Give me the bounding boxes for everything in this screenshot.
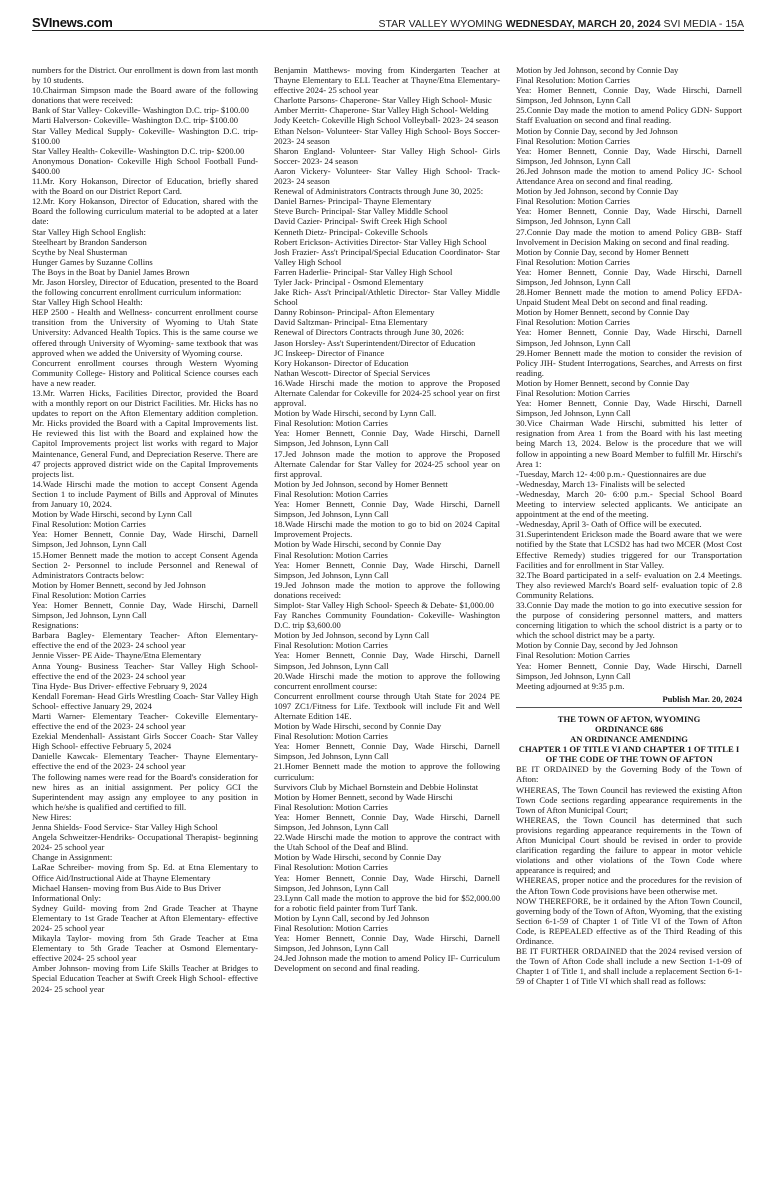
minutes-paragraph: Yea: Homer Bennett, Connie Day, Wade Hirschi, Darnell Simpson, Jed Johnson, Lynn Call	[516, 266, 742, 287]
minutes-paragraph: Final Resolution: Motion Carries	[516, 256, 630, 267]
minutes-paragraph: Motion by Wade Hirschi, second by Lynn Call.	[274, 408, 437, 419]
minutes-paragraph: Motion by Jed Johnson, second by Connie Day	[516, 186, 679, 197]
minutes-paragraph: David Cazier- Principal- Swift Creek High School	[274, 216, 448, 227]
ordinance-paragraph: WHEREAS, the Town Council has determined that such provisions regarding appearance requirements in the Town of Afton Municipal Court should be revised in order to provide clarification regarding the failure to appear in motor vehicle violations and other violations of the Town Code where appearance is required; and	[516, 814, 742, 876]
minutes-paragraph: Final Resolution: Motion Carries	[516, 388, 630, 398]
minutes-paragraph: Fay Ranches Community Foundation- Cokeville- Washington D.C. trip $3,600.00	[274, 610, 500, 631]
minutes-paragraph: Scythe by Neal Shusterman	[32, 246, 128, 257]
minutes-paragraph: Star Valley High School English:	[32, 226, 146, 237]
minutes-paragraph: Sharon England- Volunteer- Star Valley High School- Girls Soccer- 2023- 24 season	[274, 145, 500, 166]
minutes-paragraph: Final Resolution: Motion Carries	[32, 589, 146, 600]
minutes-paragraph: Star Valley Medical Supply- Cokeville- Washington D.C. trip- $100.00	[32, 125, 258, 146]
minutes-paragraph: Concurrent enrollment course through Utah State for 2024 PE 1097 ZC1/Fitness for Life. Textbook will include Fit and Well Alternate Edition 14E.	[274, 690, 500, 721]
minutes-paragraph: Josh Frazier- Ass't Principal/Special Education Coordinator- Star Valley High School	[274, 246, 500, 267]
minutes-paragraph: 27.Connie Day made the motion to amend Policy GBB- Staff Involvement in Decision Making on second and final reading.	[516, 226, 742, 247]
minutes-paragraph: Final Resolution: Motion Carries	[274, 640, 388, 651]
minutes-paragraph: Final Resolution: Motion Carries	[274, 801, 388, 812]
minutes-paragraph: -Wednesday, April 3- Oath of Office will be executed.	[516, 519, 702, 530]
minutes-paragraph: Meeting adjourned at 9:35 p.m.	[516, 680, 625, 691]
minutes-paragraph: Final Resolution: Motion Carries	[516, 75, 630, 86]
ordinance-heading-line: AN ORDINANCE AMENDING	[570, 734, 688, 745]
minutes-paragraph: Final Resolution: Motion Carries	[274, 922, 388, 933]
minutes-paragraph: Change in Assignment:	[32, 852, 113, 863]
minutes-paragraph: Jennie Visser- PE Aide- Thayne/Etna Elementary	[32, 650, 202, 661]
minutes-paragraph: 24.Jed Johnson made the motion to amend Policy IF- Curriculum Development on second and final reading.	[274, 953, 500, 974]
minutes-paragraph: Yea: Homer Bennett, Connie Day, Wade Hirschi, Darnell Simpson, Jed Johnson, Lynn Call	[516, 398, 742, 419]
site-name[interactable]: SVInews.com	[32, 15, 113, 30]
minutes-paragraph: Yea: Homer Bennett, Connie Day, Wade Hirschi, Darnell Simpson, Jed Johnson, Lynn Call	[32, 599, 258, 621]
minutes-paragraph: The Boys in the Boat by Daniel James Brown	[32, 266, 190, 277]
minutes-paragraph: Amber Merritt- Chaperone- Star Valley High School- Welding	[274, 105, 489, 116]
minutes-paragraph: -Tuesday, March 12- 4:00 p.m.- Questionnaires are due	[516, 468, 707, 479]
ordinance-paragraph: WHEREAS, proper notice and the procedures for the revision of the Afton Town Code provisions have been otherwise met.	[516, 875, 742, 896]
column-1	[32, 65, 258, 1175]
minutes-paragraph: Final Resolution: Motion Carries	[516, 135, 630, 146]
minutes-paragraph: Yea: Homer Bennett, Connie Day, Wade Hirschi, Darnell Simpson, Jed Johnson, Lynn Call	[274, 650, 500, 671]
minutes-paragraph: Michael Hansen- moving from Bus Aide to Bus Driver	[32, 882, 222, 893]
minutes-paragraph: Hunger Games by Suzanne Collins	[32, 256, 153, 267]
minutes-paragraph: Jenna Shields- Food Service- Star Valley High School	[32, 822, 218, 833]
minutes-paragraph: Motion by Lynn Call, second by Jed Johnson	[274, 912, 430, 923]
minutes-paragraph: 11.Mr. Kory Hokanson, Director of Education, briefly shared with the Board on our District Report Card.	[32, 176, 258, 197]
minutes-paragraph: Steelheart by Brandon Sanderson	[32, 236, 147, 247]
minutes-paragraph: New Hires:	[32, 811, 72, 822]
minutes-paragraph: Yea: Homer Bennett, Connie Day, Wade Hirschi, Darnell Simpson, Jed Johnson, Lynn Call	[516, 206, 742, 227]
minutes-paragraph: Daniel Barnes- Principal- Thayne Elementary	[274, 196, 432, 207]
minutes-paragraph: Motion by Homer Bennett, second by Jed Johnson	[32, 579, 206, 590]
minutes-paragraph: Star Valley Health- Cokeville- Washington D.C. trip- $200.00	[32, 145, 245, 156]
ordinance-heading-line: THE TOWN OF AFTON, WYOMING	[557, 713, 701, 724]
minutes-paragraph: Mikayla Taylor- moving from 5th Grade Teacher at Etna Elementary to 5th Grade Teacher at Osmond Elementary- effective 2024- 25 school year	[32, 933, 258, 964]
minutes-paragraph: Renewal of Directors Contracts through June 30, 2026:	[274, 327, 464, 338]
minutes-paragraph: 32.The Board participated in a self- evaluation on 2.4 Meetings. They also reviewed March's Board self- evaluation topic of 2.8 Community Relations.	[516, 569, 742, 600]
minutes-paragraph: Final Resolution: Motion Carries	[516, 196, 630, 207]
column-3-body	[516, 65, 742, 691]
minutes-paragraph: Yea: Homer Bennett, Connie Day, Wade Hirschi, Darnell Simpson, Jed Johnson, Lynn Call	[274, 811, 500, 833]
minutes-paragraph: Final Resolution: Motion Carries	[274, 418, 388, 429]
section-label: SVI MEDIA - 15A	[663, 18, 744, 30]
minutes-paragraph: -Wednesday, March 13- Finalists will be selected	[516, 478, 685, 489]
minutes-paragraph: Ethan Nelson- Volunteer- Star Valley High School- Boys Soccer- 2023- 24 season	[274, 125, 500, 146]
minutes-paragraph: Final Resolution: Motion Carries	[516, 650, 630, 661]
minutes-paragraph: Motion by Connie Day, second by Homer Bennett	[516, 246, 689, 257]
minutes-paragraph: 28.Homer Bennett made the motion to amend Policy EFDA- Unpaid Student Meal Debt on second and final reading.	[516, 287, 742, 308]
minutes-paragraph: Nathan Wescott- Director of Special Services	[274, 367, 430, 378]
minutes-paragraph: numbers for the District. Our enrollment is down from last month by 10 students.	[32, 65, 258, 86]
minutes-paragraph: Motion by Wade Hirschi, second by Connie Day	[274, 721, 442, 732]
ordinance-body	[516, 764, 742, 986]
minutes-paragraph: Angela Schweitzer-Hendriks- Occupational Therapist- beginning 2024- 25 school year	[32, 832, 258, 853]
ordinance-paragraph: NOW THEREFORE, be it ordained by the Afton Town Council, governing body of the Town of Afton, Wyoming, that the existing Section 6-1-59 of Chapter 1 of Title VI of the Town of Afton Code, is REPEALED effective as of the Third Reading of this Ordinance.	[516, 895, 742, 946]
minutes-paragraph: Yea: Homer Bennett, Connie Day, Wade Hirschi, Darnell Simpson, Jed Johnson, Lynn Call	[32, 529, 258, 550]
minutes-paragraph: Motion by Jed Johnson, second by Lynn Call	[274, 630, 430, 641]
minutes-paragraph: -Wednesday, March 20- 6:00 p.m.- Special School Board Meeting to interview selected applicants. We anticipate an appointment at the end of the meeting.	[516, 488, 742, 520]
minutes-paragraph: Barbara Bagley- Elementary Teacher- Afton Elementary- effective the end of the 2023- 24 school year	[32, 630, 258, 651]
minutes-paragraph: Final Resolution: Motion Carries	[274, 549, 388, 560]
minutes-paragraph: Yea: Homer Bennett, Connie Day, Wade Hirschi, Darnell Simpson, Jed Johnson, Lynn Call	[274, 872, 500, 893]
ordinance-paragraph: BE IT ORDAINED by the Governing Body of the Town of Afton:	[516, 764, 742, 785]
minutes-paragraph: Concurrent enrollment courses through Western Wyoming Community College- History and Political Science courses each have a new reader.	[32, 357, 258, 388]
minutes-paragraph: Final Resolution: Motion Carries	[516, 317, 630, 328]
minutes-paragraph: Motion by Wade Hirschi, second by Lynn Call	[32, 509, 193, 520]
minutes-paragraph: JC Inskeep- Director of Finance	[274, 347, 385, 358]
minutes-paragraph: 14.Wade Hirschi made the motion to accept Consent Agenda Section 1 to include Payment of Bills and Approval of Minutes from January 10, 2024.	[32, 478, 258, 510]
minutes-paragraph: Motion by Homer Bennett, second by Connie Day	[516, 307, 690, 318]
minutes-paragraph: Motion by Jed Johnson, second by Homer Bennett	[274, 478, 448, 489]
minutes-paragraph: Motion by Jed Johnson, second by Connie Day	[516, 65, 679, 75]
minutes-paragraph: Kenneth Dietz- Principal- Cokeville Schools	[274, 226, 428, 237]
minutes-paragraph: 23.Lynn Call made the motion to approve the bid for $52,000.00 for a robotic field painter from Turf Tank.	[274, 892, 500, 913]
minutes-paragraph: Jason Horsley- Ass't Superintendent/Director of Education	[274, 337, 476, 348]
minutes-paragraph: Renewal of Administrators Contracts through June 30, 2025:	[274, 186, 484, 197]
minutes-paragraph: Yea: Homer Bennett, Connie Day, Wade Hirschi, Darnell Simpson, Jed Johnson, Lynn Call	[274, 499, 500, 520]
publication-name: STAR VALLEY WYOMING	[378, 18, 503, 30]
minutes-paragraph: Kendall Foreman- Head Girls Wrestling Coach- Star Valley High School- effective January 29, 2024	[32, 690, 258, 711]
minutes-paragraph: Motion by Homer Bennett, second by Connie Day	[516, 377, 690, 388]
minutes-paragraph: Yea: Homer Bennett, Connie Day, Wade Hirschi, Darnell Simpson, Jed Johnson, Lynn Call	[274, 933, 500, 954]
minutes-paragraph: Informational Only:	[32, 892, 101, 903]
minutes-paragraph: Yea: Homer Bennett, Connie Day, Wade Hirschi, Darnell Simpson, Jed Johnson, Lynn Call	[516, 85, 742, 106]
minutes-paragraph: 12.Mr. Kory Hokanson, Director of Education, shared with the Board the following curriculum material to be adopted at a later date:	[32, 196, 258, 227]
minutes-paragraph: Charlotte Parsons- Chaperone- Star Valley High School- Music	[274, 95, 492, 106]
minutes-paragraph: Final Resolution: Motion Carries	[274, 862, 388, 873]
minutes-paragraph: Resignations:	[32, 620, 79, 631]
minutes-paragraph: Final Resolution: Motion Carries	[274, 488, 388, 499]
minutes-paragraph: 22.Wade Hirschi made the motion to approve the contract with the Utah School of the Deaf and Blind.	[274, 832, 500, 853]
minutes-paragraph: Tyler Jack- Principal - Osmond Elementary	[274, 276, 424, 287]
minutes-paragraph: 33.Connie Day made the motion to go into executive session for the purpose of considering personnel matters, and matters concerning litigation to which the school district is a party or to which the school district may be a party.	[516, 599, 742, 641]
ordinance-heading-line: CHAPTER 1 OF TITLE VI AND CHAPTER 1 OF TITLE I OF THE CODE OF THE TOWN OF AFTON	[518, 744, 740, 765]
minutes-paragraph: Jody Keetch- Cokeville High School Volleyball- 2023- 24 season	[274, 115, 499, 126]
minutes-paragraph: 29.Homer Bennett made the motion to consider the revision of Policy JIH- Student Interrogations, Searches, and Arrests on first reading.	[516, 347, 742, 378]
minutes-paragraph: 18.Wade Hirschi made the motion to go to bid on 2024 Capital Improvement Projects.	[274, 519, 500, 540]
minutes-paragraph: 20.Wade Hirschi made the motion to approve the following concurrent enrollment course:	[274, 670, 500, 691]
ordinance-paragraph: WHEREAS, The Town Council has reviewed the existing Afton Town Code sections regarding appearance requirements in the Town of Afton Municipal Court;	[516, 784, 742, 815]
minutes-paragraph: Star Valley High School Health:	[32, 297, 143, 308]
header-info	[379, 18, 745, 30]
minutes-paragraph: David Saltzman- Principal- Etna Elementary	[274, 317, 428, 328]
ordinance-paragraph: BE IT FURTHER ORDAINED that the 2024 revised version of the Town of Afton Code shall include a new Section 1-1-09 of Chapter 1 of Title 1, and shall include a replacement Section 6-1-59 of Chapter 1 of Title VI which shall read as follows:	[516, 946, 742, 987]
minutes-paragraph: Final Resolution: Motion Carries	[274, 731, 388, 742]
minutes-paragraph: Steve Burch- Principal- Star Valley Middle School	[274, 206, 449, 217]
column-2	[274, 65, 500, 1175]
minutes-paragraph: Survivors Club by Michael Bornstein and Debbie Holinstat	[274, 781, 479, 792]
minutes-paragraph: Benjamin Matthews- moving from Kindergarten Teacher at Thayne Elementary to ELL Teacher at Thayne/Etna Elementary- effective 2024- 25 school year	[274, 65, 500, 96]
notice-divider	[516, 707, 742, 708]
minutes-paragraph: Marti Warner- Elementary Teacher- Cokeville Elementary- effective the end of the 2023- 24 school year	[32, 711, 258, 732]
minutes-paragraph: Final Resolution: Motion Carries	[32, 519, 146, 530]
minutes-paragraph: Yea: Homer Bennett, Connie Day, Wade Hirschi, Darnell Simpson, Jed Johnson, Lynn Call	[274, 428, 500, 449]
minutes-paragraph: Amber Johnson- moving from Life Skills Teacher at Bridges to Special Education Teacher at Swift Creek High School- effective 2024- 25 school year	[32, 963, 258, 994]
issue-date: WEDNESDAY, MARCH 20, 2024	[505, 18, 661, 30]
minutes-paragraph: Bank of Star Valley- Cokeville- Washington D.C. trip- $100.00	[32, 105, 249, 116]
minutes-paragraph: 26.Jed Johnson made the motion to amend Policy JC- School Attendance Area on second and final reading.	[516, 165, 742, 187]
minutes-paragraph: Jake Rich- Ass't Principal/Athletic Director- Star Valley Middle School	[274, 287, 500, 308]
minutes-paragraph: Yea: Homer Bennett, Connie Day, Wade Hirschi, Darnell Simpson, Jed Johnson, Lynn Call	[516, 660, 742, 681]
minutes-paragraph: 13.Mr. Warren Hicks, Facilities Director, provided the Board with a monthly report on our District Facilities. Mr. Hicks has no updates to report on the Afton Elementary addition completion. Mr. Hicks provided the Board with a Capital Improvements list. He reviewed this list with the Board and explained how the Capitol Improvements project list works with regard to Major Maintenance, General Fund, and Depreciation Reserve. There are 47 projects approved district wide on the Capital Improvements projects list.	[32, 388, 258, 479]
minutes-paragraph: 25.Connie Day made the motion to amend Policy GDN- Support Staff Evaluation on second and final reading.	[516, 105, 742, 126]
minutes-paragraph: Danielle Kawcak- Elementary Teacher- Thayne Elementary- effective the end of the 2023- 24 school year	[32, 751, 258, 772]
minutes-paragraph: 19.Jed Johnson made the motion to approve the following donations received:	[274, 579, 500, 600]
minutes-paragraph: 30.Vice Chairman Wade Hirschi, submitted his letter of resignation from Area 1 from the Board with his last meeting being March 13, 2024. Below is the procedure that we will follow in appointing a new Board Member to fulfill Mr. Hirschi's Area 1:	[516, 418, 742, 469]
minutes-paragraph: Tina Hyde- Bus Driver- effective February 9, 2024	[32, 680, 208, 691]
minutes-paragraph: Motion by Wade Hirschi, second by Connie Day	[274, 852, 442, 863]
minutes-paragraph: 10.Chairman Simpson made the Board aware of the following donations that were received:	[32, 85, 258, 106]
minutes-paragraph: Yea: Homer Bennett, Connie Day, Wade Hirschi, Darnell Simpson, Jed Johnson, Lynn Call	[274, 559, 500, 580]
minutes-paragraph: Mr. Jason Horsley, Director of Education, presented to the Board the following concurrent enrollment curriculum information:	[32, 276, 258, 298]
minutes-paragraph: 31.Superintendent Erickson made the Board aware that we were notified by the State that LCSD2 has had two MCER (Most Cost Effective Remedy) studies triggered for our Transportation Facilities and for enrollment in Star Valley.	[516, 529, 742, 570]
ordinance-heading	[516, 714, 742, 764]
minutes-paragraph: Kory Hokanson- Director of Education	[274, 357, 409, 368]
minutes-paragraph: Motion by Connie Day, second by Jed Johnson	[516, 640, 678, 651]
minutes-paragraph: The following names were read for the Board's consideration for new hires as an initial assignment. Per policy GCI the Superintendent may assign any employee to any position in which he/she is qualified and certified to fill.	[32, 771, 258, 812]
ordinance-heading-line: ORDINANCE 686	[594, 724, 664, 734]
publish-note: Publish Mar. 20, 2024	[662, 693, 742, 704]
minutes-paragraph: 21.Homer Bennett made the motion to approve the following curriculum:	[274, 761, 500, 782]
minutes-paragraph: Danny Robinson- Principal- Afton Elementary	[274, 307, 435, 318]
minutes-paragraph: Anna Young- Business Teacher- Star Valley High School- effective the end of the 2023- 24 school year	[32, 660, 258, 681]
minutes-paragraph: Simplot- Star Valley High School- Speech & Debate- $1,000.00	[274, 599, 494, 610]
minutes-paragraph: Yea: Homer Bennett, Connie Day, Wade Hirschi, Darnell Simpson, Jed Johnson, Lynn Call	[516, 145, 742, 166]
page-header	[32, 0, 744, 31]
minutes-paragraph: Aaron Vickery- Volunteer- Star Valley High School- Track- 2023- 24 season	[274, 165, 500, 187]
column-3	[516, 65, 742, 1175]
minutes-paragraph: Robert Erickson- Activities Director- Star Valley High School	[274, 236, 487, 247]
minutes-paragraph: Motion by Homer Bennett, second by Wade Hirschi	[274, 791, 453, 802]
minutes-paragraph: Marti Halverson- Cokeville- Washington D.C. trip- $100.00	[32, 115, 239, 126]
minutes-paragraph: Yea: Homer Bennett, Connie Day, Wade Hirschi, Darnell Simpson, Jed Johnson, Lynn Call	[516, 327, 742, 348]
minutes-paragraph: Anonymous Donation- Cokeville High School Football Fund- $400.00	[32, 155, 258, 176]
minutes-paragraph: LaRae Schreiber- moving from Sp. Ed. at Etna Elementary to Office Aid/Instructional Aide at Thayne Elementary	[32, 862, 258, 883]
minutes-paragraph: HEP 2500 - Health and Wellness- concurrent enrollment course transition from the University of Wyoming to Utah State University: Advanced Health Topics. This is the same course we offered through University of Wyoming- same textbook that was approved when we added the University of Wyoming course.	[32, 307, 258, 358]
minutes-paragraph: Ezekial Mendenhall- Assistant Girls Soccer Coach- Star Valley High School- effective February 5, 2024	[32, 731, 258, 752]
minutes-paragraph: Motion by Wade Hirschi, second by Connie Day	[274, 539, 442, 550]
minutes-paragraph: 16.Wade Hirschi made the motion to approve the Proposed Alternate Calendar for Cokeville for 2024-25 school year on first approval.	[274, 377, 500, 409]
minutes-paragraph: Motion by Connie Day, second by Jed Johnson	[516, 125, 678, 136]
minutes-paragraph: Sydney Guild- moving from 2nd Grade Teacher at Thayne Elementary to 1st Grade Teacher at Afton Elementary- effective 2024- 25 school year	[32, 902, 258, 933]
minutes-paragraph: 15.Homer Bennett made the motion to accept Consent Agenda Section 2- Personnel to include Personnel and Renewal of Administrators Contracts below:	[32, 549, 258, 580]
minutes-paragraph: Yea: Homer Bennett, Connie Day, Wade Hirschi, Darnell Simpson, Jed Johnson, Lynn Call	[274, 741, 500, 762]
minutes-paragraph: 17.Jed Johnson made the motion to approve the Proposed Alternate Calendar for Star Valley for 2024-25 school year on first approval.	[274, 448, 500, 479]
minutes-paragraph: Farren Haderlie- Principal- Star Valley High School	[274, 266, 453, 277]
